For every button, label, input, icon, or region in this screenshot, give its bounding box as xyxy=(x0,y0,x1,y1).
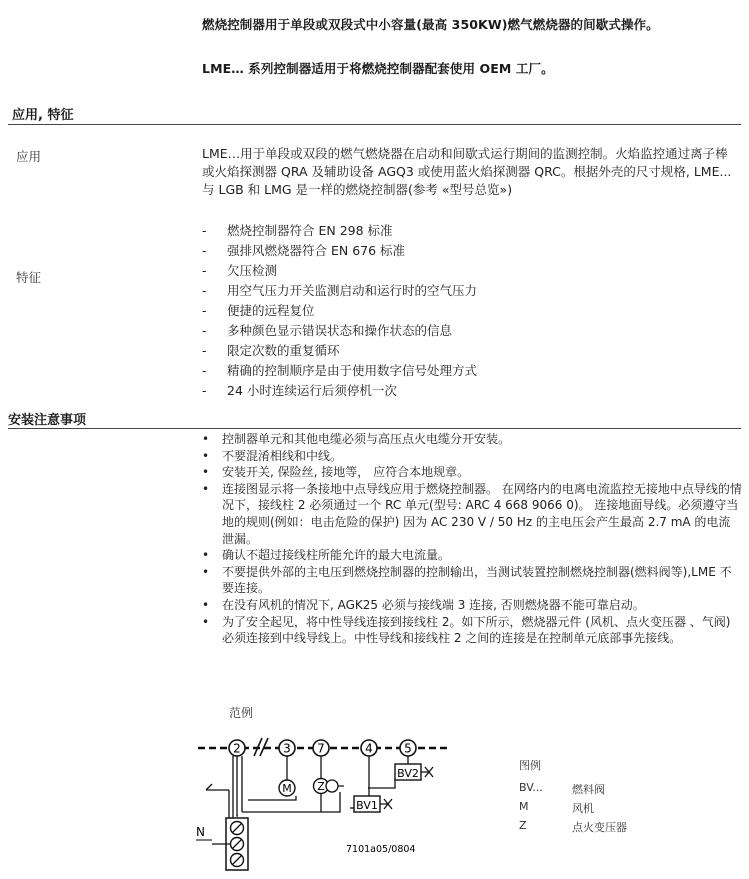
terminal-7 xyxy=(313,740,329,756)
legend-desc: 点火变压器 xyxy=(572,821,627,834)
fuel-valve-bv2 xyxy=(368,764,433,788)
list-item: - 精确的控制顺序是由于使用数字信号处理方式 xyxy=(202,361,739,381)
wiring-diagram xyxy=(190,732,465,872)
list-item: - 燃烧控制器符合 EN 298 标准 xyxy=(202,221,739,241)
section-title-installation: 安装注意事项 xyxy=(8,413,87,428)
list-item: • 确认不超过接线柱所能允许的最大电流量。 xyxy=(200,547,742,564)
section-title-apps-features: 应用, 特征 xyxy=(12,108,74,123)
fuel-valve-bv1-label: BV1 xyxy=(356,799,378,812)
list-item: - 用空气压力开关监测启动和运行时的空气压力 xyxy=(202,281,739,301)
terminal-5-label: 5 xyxy=(404,741,412,756)
list-item: - 多种颜色显示错误状态和操作状态的信息 xyxy=(202,321,739,341)
legend-desc: 燃料阀 xyxy=(572,783,605,796)
list-item: - 24 小时连续运行后须停机一次 xyxy=(202,381,739,401)
list-item: - 欠压检测 xyxy=(202,261,739,281)
legend-code: Z xyxy=(519,819,527,832)
list-item: • 不要混淆相线和中线。 xyxy=(200,448,742,465)
terminal-2-label: 2 xyxy=(233,741,241,756)
intro-line-2: LME… 系列控制器适用于将燃烧控制器配套使用 OEM 工厂。 xyxy=(202,61,554,76)
section-divider xyxy=(8,124,741,125)
list-item: • 为了安全起见，将中性导线连接到接线柱 2。如下所示，燃烧器元件 (风机、点火变压器 、气阀) 必须连接到中线导线上。中性导线和接线柱 2 之间的连接是在控制单元底部事先接线。 xyxy=(200,614,742,647)
application-text: LME…用于单段或双段的燃气燃烧器在启动和间歇式运行期间的监测控制。火焰监控通过离子棒或火焰探测器 QRA 及辅助设备 AGQ3 或使用蓝火焰探测器 QRC。根据外壳的尺寸规格, LME... 与 LGB 和 LMG 是一样的燃烧控制器(参考 «型号总览») xyxy=(202,146,732,197)
intro-line-1: 燃烧控制器用于单段或双段式中小容量(最高 350KW)燃气燃烧器的间歇式操作。 xyxy=(202,17,659,32)
list-item: - 便捷的远程复位 xyxy=(202,301,739,321)
legend-code: BV... xyxy=(519,781,543,794)
legend-code: M xyxy=(519,800,529,813)
terminal-5 xyxy=(400,740,416,756)
list-item: • 连接图显示将一条接地中点导线应用于燃烧控制器。 在网络内的电离电流监控无接地中点导线的情况下，接线柱 2 必须通过一个 RC 单元(型号: ARC 4 668 9066 0)。 连接地面导线。必须遵守当地的规则(例如：电击危险的保护) 因为 AC 230 V / 50 Hz 的主电压会产生最高 2.7 mA 的电流泄漏。 xyxy=(200,481,742,547)
terminal-7-label: 7 xyxy=(317,741,325,756)
application-label: 应用 xyxy=(16,149,42,164)
features-label: 特征 xyxy=(16,270,42,285)
list-item: - 限定次数的重复循环 xyxy=(202,341,739,361)
list-item: • 安装开关, 保险丝, 接地等， 应符合本地规章。 xyxy=(200,464,742,481)
terminal-4-label: 4 xyxy=(365,741,373,756)
terminal-2 xyxy=(229,740,245,756)
list-item: • 在没有风机的情况下, AGK25 必须与接线端 3 连接, 否则燃烧器不能可靠启动。 xyxy=(200,597,742,614)
list-item: • 控制器单元和其他电缆必须与高压点火电缆分开安装。 xyxy=(200,431,742,448)
terminal-4 xyxy=(361,740,377,756)
section-divider xyxy=(8,428,741,429)
list-item: - 强排风燃烧器符合 EN 676 标准 xyxy=(202,241,739,261)
example-label: 范例 xyxy=(229,706,254,720)
legend-heading: 图例 xyxy=(519,759,541,772)
drawing-code: 7101a05/0804 xyxy=(346,844,416,855)
terminal-3 xyxy=(279,740,295,756)
features-list xyxy=(202,221,739,401)
ignition-transformer-label: Z xyxy=(317,780,325,793)
legend-desc: 风机 xyxy=(572,802,594,815)
fuel-valve-bv1 xyxy=(354,796,392,812)
fan-motor-label: M xyxy=(282,782,292,795)
installation-notes-list xyxy=(200,431,742,647)
neutral-label: N xyxy=(196,825,205,839)
fuel-valve-bv2-label: BV2 xyxy=(397,767,419,780)
list-item: • 不要提供外部的主电压到燃烧控制器的控制输出，当测试装置控制燃烧控制器(燃料阀等),LME 不要连接。 xyxy=(200,564,742,597)
terminal-3-label: 3 xyxy=(283,741,291,756)
fan-motor xyxy=(278,780,296,800)
